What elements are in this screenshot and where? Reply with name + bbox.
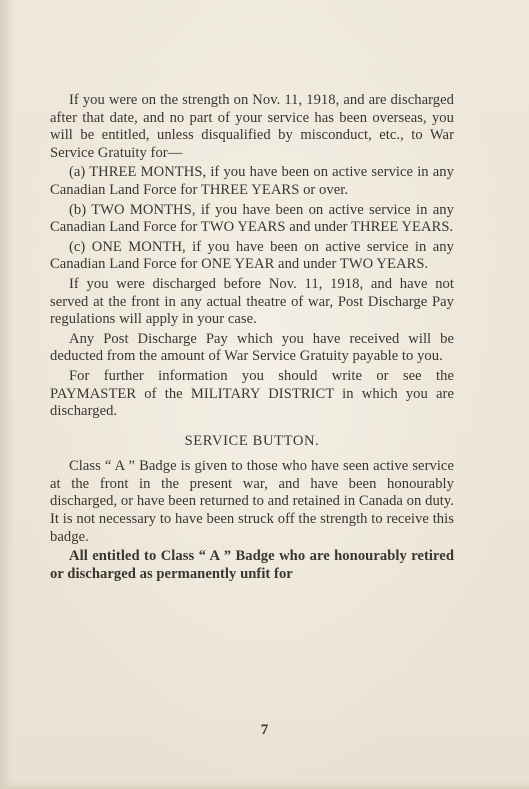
paragraph-post-discharge-pay: If you were discharged before Nov. 11, 1918, and have not served at the front in any actual theatre of war, Post Discharge Pay regulations will apply in your case. bbox=[50, 275, 454, 328]
paragraph-one-month: (c) ONE MONTH, if you have been on active service in any Canadian Land Force for ONE YEAR and under TWO YEARS. bbox=[50, 238, 454, 273]
section-heading: SERVICE BUTTON. bbox=[184, 432, 320, 449]
paragraph-gratuity-intro: If you were on the strength on Nov. 11, 1918, and are discharged after that date, and no part of your service has been overseas, you will be entitled, unless disqualified by misconduct, etc., to War Service Gratuity for— bbox=[50, 92, 454, 161]
paragraph-class-a-badge: Class “ A ” Badge is given to those who have seen active service at the front in the present war, and have been honourably discharged, or have been returned to and retained in Canada on duty. It is not necessary to have been struck off the strength to receive this badge. bbox=[50, 458, 454, 545]
paragraph-three-months: (a) THREE MONTHS, if you have been on active service in any Canadian Land Force for THREE YEARS or over. bbox=[50, 164, 454, 198]
paragraph-two-months: (b) TWO MONTHS, if you have been on active service in any Canadian Land Force for TWO YEARS and under THREE YEARS. bbox=[50, 201, 454, 236]
page-fold-shadow bbox=[0, 0, 14, 789]
paragraph-deduction: Any Post Discharge Pay which you have received will be deducted from the amount of War Service Gratuity payable to you. bbox=[50, 330, 454, 365]
page-bottom-edge bbox=[0, 781, 529, 789]
page-text bbox=[50, 92, 454, 585]
paragraph-further-information: For further information you should write or see the PAYMASTER of the MILITARY DISTRICT in which you are discharged. bbox=[50, 367, 454, 420]
paragraph-class-a-unfit: All entitled to Class “ A ” Badge who are honourably retired or discharged as permanently unfit for bbox=[50, 548, 454, 582]
page-number: 7 bbox=[260, 722, 269, 738]
